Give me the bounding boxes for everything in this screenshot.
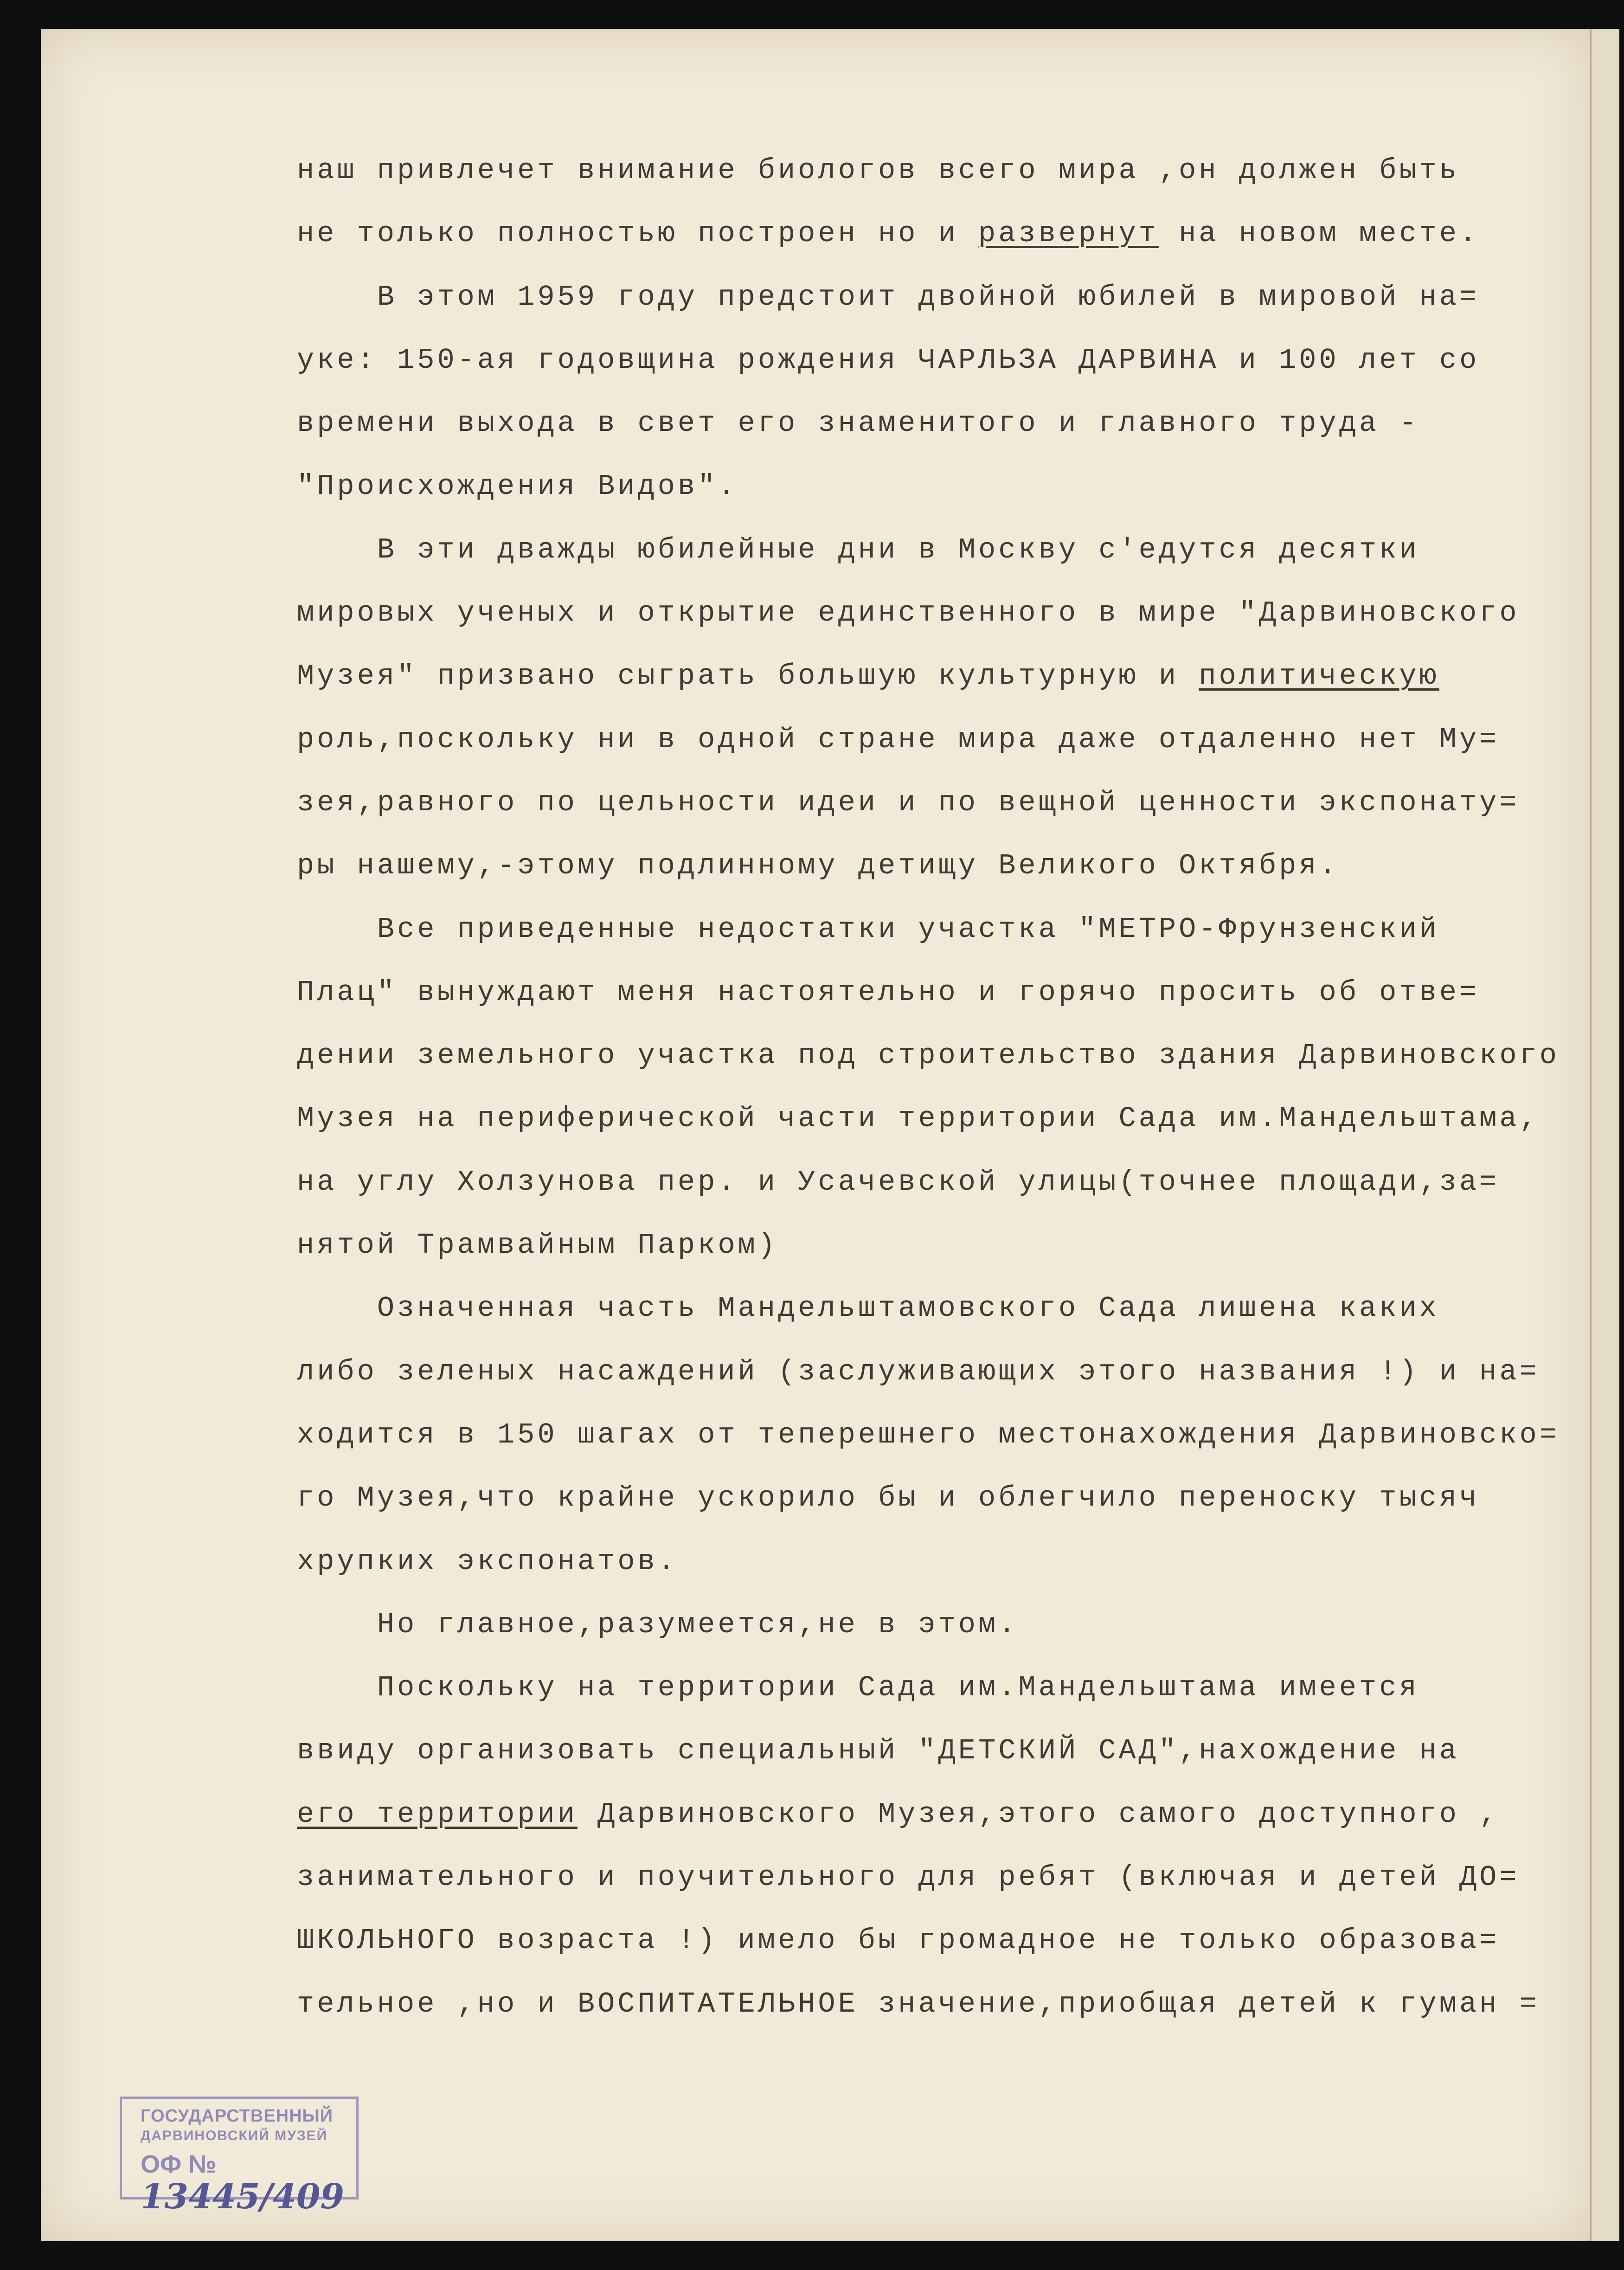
text-line: Но главное,разумеется,не в этом.	[297, 1608, 1019, 1641]
underlined-phrase: развернут	[978, 217, 1159, 250]
text-line: ходится в 150 шагах от теперешнего местонахождения Дарвиновско=	[297, 1418, 1560, 1451]
stamp-prefix: ОФ №	[141, 2150, 217, 2178]
text-line: зея,равного по цельности идеи и по вещной ценности экспонату=	[297, 786, 1520, 819]
stamp-number: 13445/409	[141, 2177, 344, 2217]
text-line: либо зеленых насаждений (заслуживающих этого названия !) и на=	[297, 1355, 1540, 1388]
text-line: Означенная часть Мандельштамовского Сада лишена каких	[297, 1292, 1439, 1325]
stamp-inventory	[141, 2148, 350, 2216]
text-line: Музея на периферической части территории Сада им.Мандельштама,	[297, 1102, 1540, 1135]
text-line: наш привлечет внимание биологов всего мира ,он должен быть	[297, 154, 1459, 187]
text-line: времени выхода в свет его знаменитого и главного труда -	[297, 407, 1419, 440]
text-line: уке: 150-ая годовщина рождения ЧАРЛЬЗА ДАРВИНА и 100 лет со	[297, 343, 1480, 377]
text-line: его территории Дарвиновского Музея,этого самого доступного ,	[297, 1797, 1500, 1831]
text-line: Все приведенные недостатки участка "МЕТРО-Фрунзенский	[297, 912, 1439, 946]
text-line: мировых ученых и открытие единственного в мире "Дарвиновского	[297, 596, 1520, 630]
text-line: Плац" вынуждают меня настоятельно и горячо просить об отве=	[297, 975, 1480, 1009]
text-line: Поскольку на территории Сада им.Мандельштама имеется	[297, 1671, 1419, 1705]
text-line: Музея" призвано сыграть большую культурную и политическую	[297, 660, 1439, 693]
text-line: дении земельного участка под строительство здания Дарвиновского	[297, 1039, 1560, 1072]
text-line: ШКОЛЬНОГО возраста !) имело бы громадное не только образова=	[297, 1924, 1500, 1957]
text-line: го Музея,что крайне ускорило бы и облегчило переноску тысяч	[297, 1481, 1480, 1515]
text-line: В эти дважды юбилейные дни в Москву с'едутся десятки	[297, 533, 1419, 566]
museum-stamp	[120, 2097, 359, 2217]
text-line: на углу Холзунова пер. и Усачевской улицы(точнее площади,за=	[297, 1165, 1500, 1199]
text-line: роль,поскольку ни в одной стране мира даже отдаленно нет Му=	[297, 723, 1500, 756]
underlined-phrase: его территории	[297, 1797, 578, 1831]
text-line: хрупких экспонатов.	[297, 1545, 678, 1578]
stamp-line-2: ДАРВИНОВСКИЙ МУЗЕЙ	[141, 2128, 328, 2143]
text-line: В этом 1959 году предстоит двойной юбилей в мировой на=	[297, 280, 1480, 314]
text-line: ввиду организовать специальный "ДЕТСКИЙ САД",нахождение на	[297, 1734, 1459, 1768]
text-line: занимательного и поучительного для ребят (включая и детей ДО=	[297, 1861, 1520, 1894]
underlined-phrase: политическую	[1199, 660, 1439, 693]
typewritten-text	[297, 139, 1559, 2036]
next-page-edge	[1590, 29, 1619, 2241]
text-line: "Происхождения Видов".	[297, 470, 738, 503]
text-line: тельное ,но и ВОСПИТАТЕЛЬНОЕ значение,приобщая детей к гуман =	[297, 1987, 1540, 2020]
text-line: не только полностью построен но и развернут на новом месте.	[297, 217, 1480, 250]
text-line: нятой Трамвайным Парком)	[297, 1229, 778, 1262]
text-line: ры нашему,-этому подлинному детищу Великого Октября.	[297, 849, 1339, 883]
stamp-line-1: ГОСУДАРСТВЕННЫЙ	[141, 2106, 334, 2126]
